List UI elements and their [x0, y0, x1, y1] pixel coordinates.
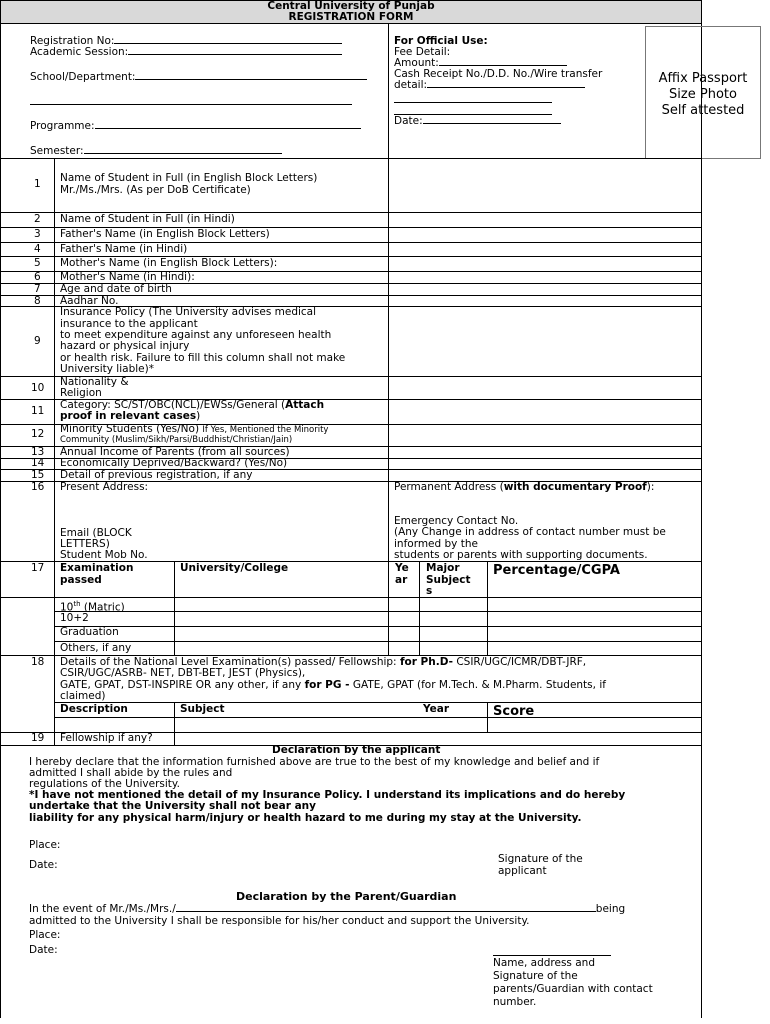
applicant-declaration-line-6: liability for any physical harm/injury or health hazard to me during my stay at the University.: [29, 812, 582, 824]
frame-left: [0, 24, 1, 746]
applicant-signature-label: Signature of the: [498, 853, 583, 865]
parent-declaration-title: Declaration by the Parent/Guardian: [236, 890, 457, 903]
photo-line-1: Affix Passport: [658, 71, 748, 86]
semester-field[interactable]: Semester:: [30, 146, 282, 158]
father-name-english-label: Father's Name (in English Block Letters): [60, 228, 270, 240]
applicant-declaration-line-4: *I have not mentioned the detail of my Insurance Policy. I understand its implications and do hereby: [29, 789, 626, 801]
annual-income-label: Annual Income of Parents (from all sources): [60, 446, 290, 458]
mother-name-hindi-label: Mother's Name (in Hindi):: [60, 271, 195, 283]
row-5-number: 5: [34, 257, 41, 269]
row-17-number: 17: [31, 562, 45, 574]
national-col-score: Score: [493, 704, 535, 719]
student-name-hindi-label: Name of Student in Full (in Hindi): [60, 213, 235, 225]
present-address-label: Present Address:: [60, 481, 149, 493]
national-exam-line-3: GATE, GPAT, DST-INSPIRE OR any other, if any for PG - GATE, GPAT (for M.Tech. & M.Pharm. Students, if: [60, 679, 606, 691]
minority-community-label: Community (Muslim/Sikh/Parsi/Buddhist/Christian/Jain): [60, 435, 293, 445]
official-date-field[interactable]: Date:: [394, 116, 561, 128]
row-9-number: 9: [34, 335, 41, 347]
row-19-number: 19: [31, 732, 45, 744]
fellowship-label: Fellowship if any?: [60, 732, 153, 744]
exam-col-subjects-2: Subject: [426, 574, 471, 586]
category-label: Category: SC/ST/OBC(NCL)/EWSs/General (Attach: [60, 399, 325, 411]
school-department-field[interactable]: School/Department:: [30, 72, 367, 84]
row-2-number: 2: [34, 213, 41, 225]
row-14-number: 14: [31, 457, 45, 469]
row-1-number: 1: [34, 178, 41, 190]
official-use-title: For Official Use:: [394, 35, 488, 47]
applicant-declaration-line-2: admitted I shall abide by the rules and: [29, 767, 233, 779]
emergency-note-3: students or parents with supporting documents.: [394, 549, 648, 561]
national-col-year: Year: [423, 703, 450, 715]
national-exam-line-4: claimed): [60, 690, 106, 702]
row-18-number: 18: [31, 656, 45, 668]
insurance-label-5: or health risk. Failure to fill this column shall not make: [60, 352, 346, 364]
insurance-label-2: insurance to the applicant: [60, 318, 198, 330]
student-name-english-label-2: Mr./Ms./Mrs. (As per DoB Certificate): [60, 184, 251, 196]
photo-line-2: Size Photo: [669, 87, 737, 102]
national-col-description: Description: [60, 703, 128, 715]
row-6-number: 6: [34, 271, 41, 283]
emergency-note-2: informed by the: [394, 538, 478, 550]
exam-col-subjects-3: s: [426, 585, 433, 597]
parent-declaration-line-1[interactable]: In the event of Mr./Ms./Mrs./ being: [29, 903, 626, 915]
row-3-number: 3: [34, 228, 41, 240]
academic-session-field[interactable]: Academic Session:: [30, 47, 342, 59]
emergency-contact-label: Emergency Contact No.: [394, 515, 519, 527]
exam-row-graduation: Graduation: [60, 626, 119, 638]
applicant-date-label: Date:: [29, 859, 58, 871]
exam-row-others: Others, if any: [60, 642, 132, 654]
frame-right: [701, 24, 702, 1018]
form-title: REGISTRATION FORM: [288, 11, 414, 23]
email-label: Email (BLOCK: [60, 527, 132, 539]
mother-name-english-label: Mother's Name (in English Block Letters):: [60, 257, 278, 269]
aadhar-label: Aadhar No.: [60, 295, 119, 307]
form-header: [0, 0, 702, 24]
applicant-place-label: Place:: [29, 839, 61, 851]
father-name-hindi-label: Father's Name (in Hindi): [60, 243, 188, 255]
exam-row-10plus2: 10+2: [60, 612, 89, 624]
national-exam-line-2: CSIR/UGC/ASRB- NET, DBT-BET, JEST (Physics),: [60, 667, 306, 679]
exam-col-percentage: Percentage/CGPA: [493, 563, 620, 578]
programme-field[interactable]: Programme:: [30, 121, 361, 133]
parent-signature-label-4: number.: [493, 996, 537, 1008]
school-department-line-2[interactable]: [30, 104, 352, 105]
permanent-address-label: Permanent Address (with documentary Proof):: [394, 481, 655, 493]
minority-label: Minority Students (Yes/No) If Yes, Mentioned the Minority: [60, 423, 329, 435]
applicant-declaration-line-3: regulations of the University.: [29, 778, 180, 790]
parent-place-label: Place:: [29, 929, 61, 941]
exam-col-passed: passed: [60, 574, 102, 586]
row-8-number: 8: [34, 295, 41, 307]
exam-col-university: University/College: [180, 562, 289, 574]
student-mobile-label: Student Mob No.: [60, 549, 148, 561]
emergency-note-1: (Any Change in address of contact number must be: [394, 526, 666, 538]
university-name: Central University of Punjab: [267, 0, 435, 12]
row-12-number: 12: [31, 428, 45, 440]
exam-row-matric: 10th (Matric): [60, 600, 125, 614]
applicant-signature-label-2: applicant: [498, 865, 547, 877]
row-13-number: 13: [31, 446, 45, 458]
student-name-english-label: Name of Student in Full (in English Block Letters): [60, 172, 318, 184]
insurance-label-1: Insurance Policy (The University advises medical: [60, 306, 317, 318]
exam-col-examination: Examination: [60, 562, 134, 574]
religion-label: Religion: [60, 387, 102, 399]
frame-left-lower: [0, 745, 1, 1018]
exam-col-year: Ye: [395, 562, 409, 574]
exam-col-year-2: ar: [395, 574, 408, 586]
national-col-subject: Subject: [180, 703, 225, 715]
cash-receipt-label: Cash Receipt No./D.D. No./Wire transfer: [394, 68, 603, 80]
category-label-2: proof in relevant cases): [60, 410, 201, 422]
parent-signature-line[interactable]: [493, 955, 611, 956]
parent-date-label: Date:: [29, 944, 58, 956]
registration-no-field[interactable]: Registration No:: [30, 36, 342, 48]
applicant-declaration-line-5: undertake that the University shall not bear any: [29, 800, 316, 812]
row-16-number: 16: [31, 481, 45, 493]
applicant-declaration-line-1: I hereby declare that the information furnished above are true to the best of my knowledge and belief and if: [29, 756, 600, 768]
photo-box: [645, 26, 761, 159]
number-column-divider: [54, 158, 55, 745]
row-11-number: 11: [31, 405, 45, 417]
cash-receipt-detail-field[interactable]: detail:: [394, 80, 585, 92]
photo-line-3: Self attested: [661, 103, 745, 118]
row-10-number: 10: [31, 382, 45, 394]
insurance-label-4: hazard or physical injury: [60, 340, 190, 352]
previous-registration-label: Detail of previous registration, if any: [60, 469, 253, 481]
amount-field[interactable]: Amount:: [394, 58, 567, 70]
student-name-english-input[interactable]: [389, 159, 701, 212]
economically-deprived-label: Economically Deprived/Backward? (Yes/No): [60, 457, 288, 469]
parent-declaration-line-2: admitted to the University I shall be responsible for his/her conduct and support the University.: [29, 915, 530, 927]
applicant-declaration-title: Declaration by the applicant: [272, 744, 441, 756]
email-label-2: LETTERS): [60, 538, 110, 550]
row-15-number: 15: [31, 469, 45, 481]
exam-col-subjects: Major: [426, 562, 460, 574]
parent-signature-label-1: Name, address and: [493, 957, 595, 969]
official-blank-line-1[interactable]: [394, 102, 552, 103]
national-exam-line-1: Details of the National Level Examination(s) passed/ Fellowship: for Ph.D- CSIR/UGC/ICMR/DBT-JRF,: [60, 656, 587, 668]
parent-signature-label-2: Signature of the: [493, 970, 578, 982]
fee-detail-label: Fee Detail:: [394, 46, 451, 58]
parent-signature-label-3: parents/Guardian with contact: [493, 983, 653, 995]
nationality-label: Nationality &: [60, 376, 129, 388]
age-dob-label: Age and date of birth: [60, 283, 172, 295]
row-7-number: 7: [34, 283, 41, 295]
row-4-number: 4: [34, 243, 41, 255]
insurance-label-6: University liable)*: [60, 363, 154, 375]
insurance-label-3: to meet expenditure against any unforeseen health: [60, 329, 332, 341]
